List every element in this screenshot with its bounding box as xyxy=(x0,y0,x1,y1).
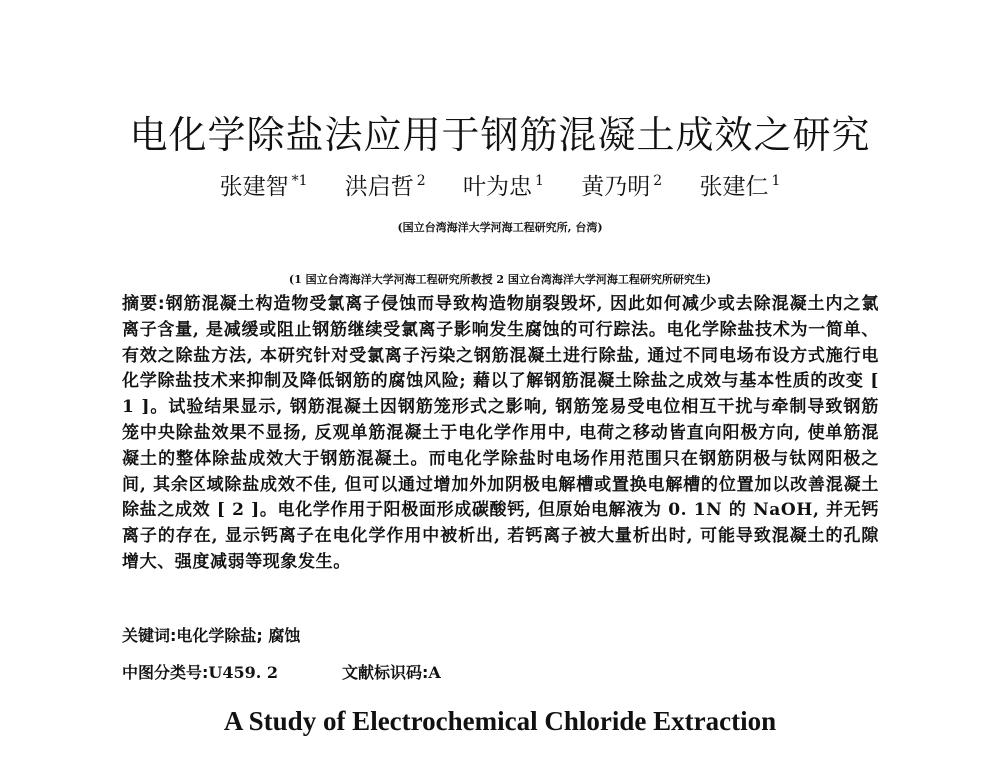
clc-value: U459. 2 xyxy=(208,663,279,682)
affiliation-full: (1 国立台湾海洋大学河海工程研究所教授 2 国立台湾海洋大学河海工程研究所研究生) xyxy=(288,273,712,286)
abstract-text: 钢筋混凝土构造物受氯离子侵蚀而导致构造物崩裂毁坏, 因此如何减少或去除混凝土内之氯离子含量, 是减缓或阻止钢筋继续受氯离子影响发生腐蚀的可行踪法。电化学除盐技术为一简单、有效之除盐方法, 本研究针对受氯离子污染之钢筋混凝土进行除盐, 通过不同电场布设方式施行电化学除盐技术来抑制及降低钢筋的腐蚀风险; 藉以了解钢筋混凝土除盐之成效与基本性质的改变 [ 1 ]。试验结果显示, 钢筋混凝土因钢筋笼形式之影响, 钢筋笼易受电位相互干扰与牵制导致钢筋笼中央除盐效果不显扬, 反观单筋混凝土于电化学作用中, 电荷之移动皆直向阳极方向, 使单筋混凝土的整体除盐成效大于钢筋混凝土。而电化学除盐时电场作用范围只在钢筋阴极与钛网阳极之间, 其余区域除盐成效不佳, 但可以通过增加外加阴极电解槽或置换电解槽的位置加以改善混凝土除盐之成效 [ 2 ]。电化学作用于阳极面形成碳酸钙, 但原始电解液为 0. 1N 的 NaOH, 并无钙离子的存在, 显示钙离子在电化学作用中被析出, 若钙离子被大量析出时, 可能导致混凝土的孔隙增大、强度减弱等现象发生。 xyxy=(122,294,879,572)
author-3-name: 叶为忠 xyxy=(463,174,533,200)
abstract-label: 摘要: xyxy=(122,294,166,314)
author-2-name: 洪启哲 xyxy=(344,174,414,200)
author-2 xyxy=(345,168,426,201)
doc-code xyxy=(342,660,441,683)
author-4 xyxy=(581,168,662,201)
author-3-mark: 1 xyxy=(535,173,544,190)
paper-title-zh: 电化学除盐法应用于钢筋混凝土成效之研究 xyxy=(129,113,871,157)
abstract xyxy=(122,292,879,576)
author-1-name: 张建智 xyxy=(219,174,289,200)
keywords-value: 电化学除盐; 腐蚀 xyxy=(176,626,301,645)
doc-code-label: 文献标识码: xyxy=(342,663,429,682)
keywords-line xyxy=(122,623,300,646)
author-list xyxy=(0,168,1000,201)
paper-title-en: A Study of Electrochemical Chloride Extraction xyxy=(223,706,777,736)
classification-line xyxy=(122,660,822,683)
affiliation-short: (国立台湾海洋大学河海工程研究所, 台湾) xyxy=(397,221,603,234)
doc-code-value: A xyxy=(428,663,441,682)
author-3 xyxy=(463,168,544,201)
keywords-label: 关键词: xyxy=(122,626,177,645)
author-4-mark: 2 xyxy=(653,173,663,190)
author-1 xyxy=(220,168,308,201)
author-5 xyxy=(700,168,781,201)
author-4-name: 黄乃明 xyxy=(581,174,651,200)
author-5-mark: 1 xyxy=(771,173,781,190)
author-2-mark: 2 xyxy=(416,173,426,190)
author-1-mark: *1 xyxy=(291,173,308,190)
author-5-name: 张建仁 xyxy=(699,174,769,200)
clc-label: 中图分类号: xyxy=(122,663,209,682)
